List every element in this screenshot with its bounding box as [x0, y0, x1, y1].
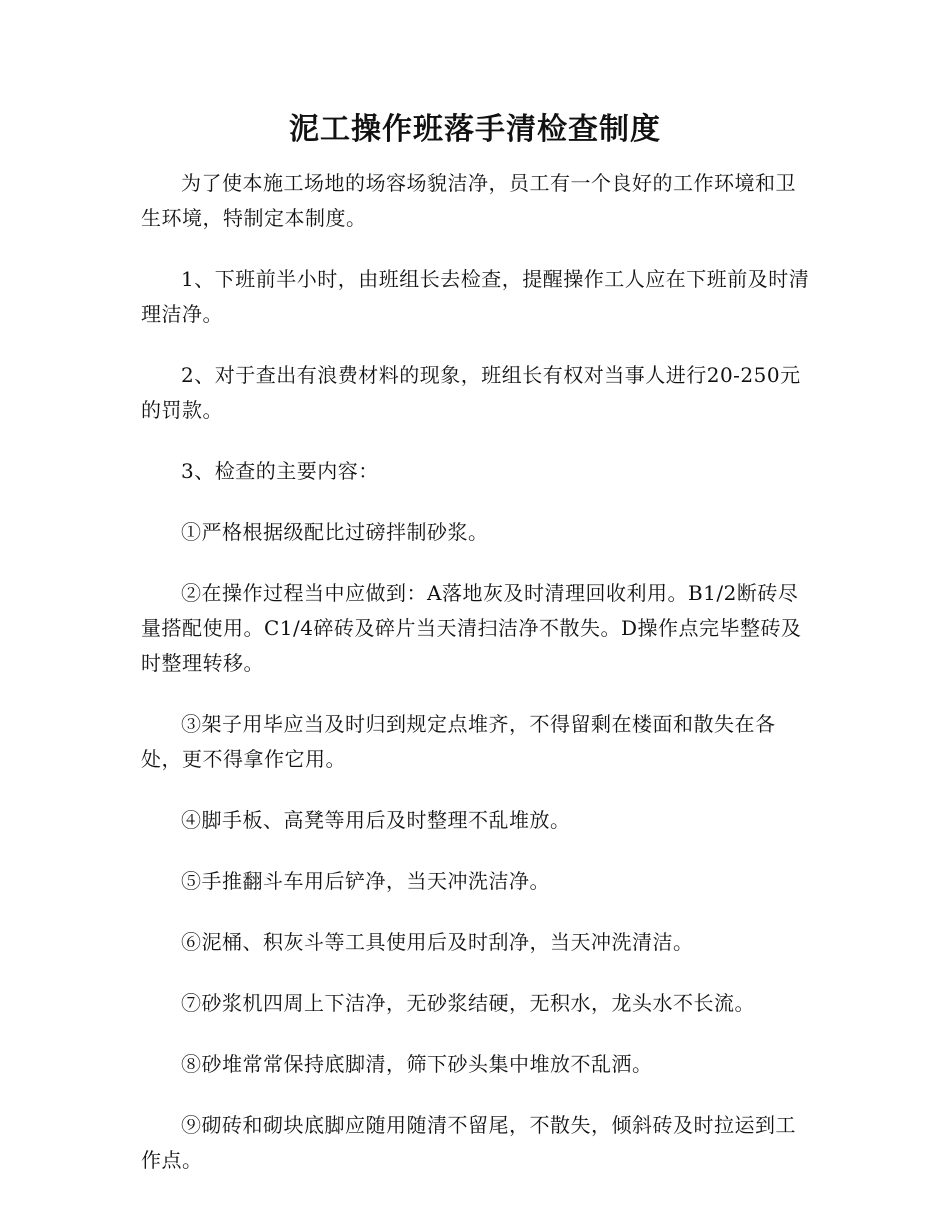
check-item-1: ①严格根据级配比过磅拌制砂浆。 [181, 520, 489, 544]
document-title: 泥工操作班落手清检查制度 [289, 112, 661, 147]
check-item-9: ⑨砌砖和砌块底脚应随用随清不留尾，不散失，倾斜砖及时拉运到工作点。 [141, 1113, 796, 1172]
check-item-3: ③架子用毕应当及时归到规定点堆齐，不得留剩在楼面和散失在各处，更不得拿作它用。 [141, 712, 776, 771]
check-item-8: ⑧砂堆常常保持底脚清，筛下砂头集中堆放不乱洒。 [181, 1052, 653, 1076]
check-item-7: ⑦砂浆机四周上下洁净，无砂浆结硬，无积水，龙头水不长流。 [181, 991, 755, 1015]
rule-3-heading: 3、检查的主要内容： [181, 459, 379, 483]
rule-1-paragraph: 1、下班前半小时，由班组长去检查，提醒操作工人应在下班前及时清理洁净。 [141, 267, 810, 326]
document-body [141, 166, 811, 1204]
rule-2-paragraph: 2、对于查出有浪费材料的现象，班组长有权对当事人进行20-250元的罚款。 [141, 363, 801, 422]
check-item-6: ⑥泥桶、积灰斗等工具使用后及时刮净，当天冲洗清洁。 [181, 930, 694, 954]
intro-paragraph: 为了使本施工场地的场容场貌洁净，员工有一个良好的工作环境和卫生环境，特制定本制度。 [141, 171, 796, 230]
check-item-4: ④脚手板、高凳等用后及时整理不乱堆放。 [181, 808, 571, 832]
check-item-2: ②在操作过程当中应做到：A落地灰及时清理回收利用。B1/2断砖尽量搭配使用。C1/4碎砖及碎片当天清扫洁净不散失。D操作点完毕整砖及时整理转移。 [141, 581, 802, 675]
check-item-5: ⑤手推翻斗车用后铲净，当天冲洗洁净。 [181, 869, 550, 893]
